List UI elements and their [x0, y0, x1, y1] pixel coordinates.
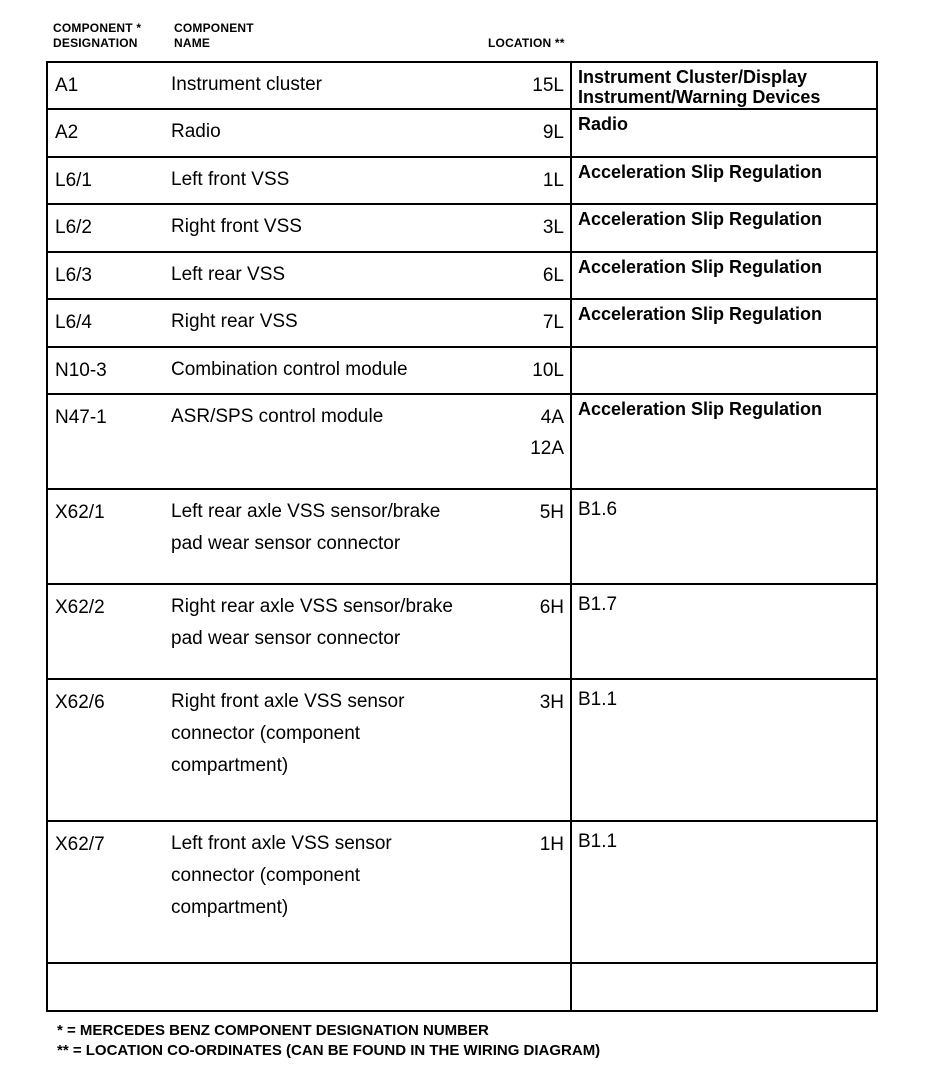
location-line: 1L [542, 170, 564, 191]
reference-text [572, 110, 876, 134]
reference-line: Instrument Cluster/Display [578, 67, 808, 87]
component-name [171, 306, 511, 338]
component-name-line: connector (component [171, 865, 361, 886]
table-row [47, 821, 877, 963]
component-name-line: Right front VSS [171, 216, 302, 237]
component-name-line: pad wear sensor connector [171, 628, 401, 649]
reference-text [572, 253, 876, 277]
location-line: 3L [542, 217, 564, 238]
table-row [47, 252, 877, 299]
component-name-line: Left rear VSS [171, 264, 286, 285]
component-name [171, 828, 511, 924]
location-coordinate [540, 687, 564, 718]
reference-cell [571, 62, 877, 109]
reference-line: Acceleration Slip Regulation [578, 209, 823, 229]
reference-cell [571, 489, 877, 584]
location-coordinate [532, 355, 564, 386]
component-name-line: compartment) [171, 755, 289, 776]
location-coordinate [530, 402, 564, 464]
component-designation: L6/3 [55, 265, 92, 286]
component-cell [47, 299, 571, 347]
location-coordinate [532, 70, 564, 101]
component-table [46, 61, 878, 1012]
component-name-line: ASR/SPS control module [171, 406, 384, 427]
component-name [171, 164, 511, 196]
component-name-line: pad wear sensor connector [171, 533, 401, 554]
location-line: 6H [539, 597, 564, 618]
component-name [171, 686, 511, 782]
component-name [171, 591, 511, 655]
table-row [47, 489, 877, 584]
component-designation: X62/6 [55, 692, 105, 713]
component-cell [47, 252, 571, 299]
reference-line: B1.6 [578, 499, 618, 520]
component-name [171, 69, 511, 101]
component-cell [47, 489, 571, 584]
location-coordinate [543, 212, 564, 243]
component-name-line: Radio [171, 121, 221, 142]
location-line: 12A [530, 438, 564, 459]
component-cell [47, 584, 571, 679]
reference-text [572, 348, 876, 352]
component-cell [47, 109, 571, 157]
component-name-line: Left front axle VSS sensor [171, 833, 392, 854]
component-name [171, 496, 511, 560]
component-designation: L6/1 [55, 170, 92, 191]
location-coordinate [543, 165, 564, 196]
location-line: 3H [539, 692, 564, 713]
location-coordinate [543, 260, 564, 291]
component-designation: N47-1 [55, 407, 107, 428]
table-row [47, 157, 877, 204]
table-row [47, 347, 877, 394]
header-designation-line1: COMPONENT * [53, 21, 142, 35]
component-name-line: Right front axle VSS sensor [171, 691, 405, 712]
reference-line: B1.1 [578, 831, 618, 852]
component-name-line: connector (component [171, 723, 361, 744]
component-designation: L6/2 [55, 217, 92, 238]
reference-text [572, 585, 876, 615]
component-cell [47, 394, 571, 489]
location-coordinate [540, 497, 564, 528]
component-name [171, 211, 511, 243]
reference-text [572, 205, 876, 229]
table-row [47, 62, 877, 109]
reference-cell [571, 252, 877, 299]
component-name-line: Right rear VSS [171, 311, 298, 332]
table-row [47, 109, 877, 157]
header-name-line2: NAME [174, 36, 211, 50]
reference-line: Acceleration Slip Regulation [578, 162, 823, 182]
header-designation-line2: DESIGNATION [53, 36, 138, 50]
reference-cell [571, 963, 877, 1011]
component-cell [47, 347, 571, 394]
component-cell [47, 963, 571, 1011]
reference-text [572, 490, 876, 520]
reference-text [572, 680, 876, 710]
location-line: 15L [532, 75, 564, 96]
location-coordinate [543, 307, 564, 338]
component-name [171, 259, 511, 291]
reference-text [572, 63, 876, 107]
reference-cell [571, 679, 877, 821]
location-coordinate [543, 117, 564, 148]
component-name [171, 116, 511, 148]
reference-text [572, 158, 876, 182]
component-designation: A1 [55, 75, 79, 96]
component-designation: X62/2 [55, 597, 105, 618]
location-line: 1H [539, 834, 564, 855]
component-cell [47, 62, 571, 109]
table-row [47, 394, 877, 489]
header-component-designation [53, 21, 141, 51]
reference-line: Radio [578, 114, 629, 134]
component-designation: N10-3 [55, 360, 107, 381]
component-name-line: Right rear axle VSS sensor/brake [171, 596, 453, 617]
reference-line: Acceleration Slip Regulation [578, 399, 823, 419]
component-cell [47, 821, 571, 963]
component-name-line: Left front VSS [171, 169, 290, 190]
reference-line: Acceleration Slip Regulation [578, 257, 823, 277]
component-name-line: compartment) [171, 897, 289, 918]
location-coordinate [540, 592, 564, 623]
table-row [47, 963, 877, 1011]
table-row [47, 584, 877, 679]
location-line: 9L [542, 122, 564, 143]
component-name-line: Instrument cluster [171, 74, 322, 95]
table-row [47, 299, 877, 347]
location-line: 7L [542, 312, 564, 333]
footnote-designation: * = MERCEDES BENZ COMPONENT DESIGNATION NUMBER [57, 1022, 489, 1039]
location-line: 4A [540, 407, 564, 428]
table-row [47, 679, 877, 821]
reference-text [572, 395, 876, 419]
reference-cell [571, 299, 877, 347]
reference-line: Acceleration Slip Regulation [578, 304, 823, 324]
reference-line: B1.1 [578, 689, 618, 710]
header-component-name [174, 21, 254, 51]
location-coordinate [540, 829, 564, 860]
component-designation: X62/7 [55, 834, 105, 855]
reference-cell [571, 821, 877, 963]
reference-cell [571, 157, 877, 204]
reference-text [572, 300, 876, 324]
reference-cell [571, 584, 877, 679]
reference-cell [571, 347, 877, 394]
component-name-line: Combination control module [171, 359, 408, 380]
header-name-line1: COMPONENT [174, 21, 254, 35]
location-line: 5H [539, 502, 564, 523]
component-cell [47, 679, 571, 821]
reference-cell [571, 204, 877, 252]
location-line: 10L [532, 360, 564, 381]
table-row [47, 204, 877, 252]
reference-cell [571, 109, 877, 157]
component-name [171, 354, 511, 386]
component-designation: L6/4 [55, 312, 92, 333]
component-name-line: Left rear axle VSS sensor/brake [171, 501, 441, 522]
location-line: 6L [542, 265, 564, 286]
reference-cell [571, 394, 877, 489]
reference-line: B1.7 [578, 594, 618, 615]
reference-text [572, 964, 876, 974]
component-cell [47, 204, 571, 252]
reference-text [572, 822, 876, 852]
reference-line: Instrument/Warning Devices [578, 87, 821, 107]
header-location: LOCATION ** [488, 36, 565, 50]
component-name [171, 401, 511, 433]
component-designation: X62/1 [55, 502, 105, 523]
footnote-location: ** = LOCATION CO-ORDINATES (CAN BE FOUND IN THE WIRING DIAGRAM) [57, 1042, 601, 1059]
component-designation: A2 [55, 122, 79, 143]
component-cell [47, 157, 571, 204]
